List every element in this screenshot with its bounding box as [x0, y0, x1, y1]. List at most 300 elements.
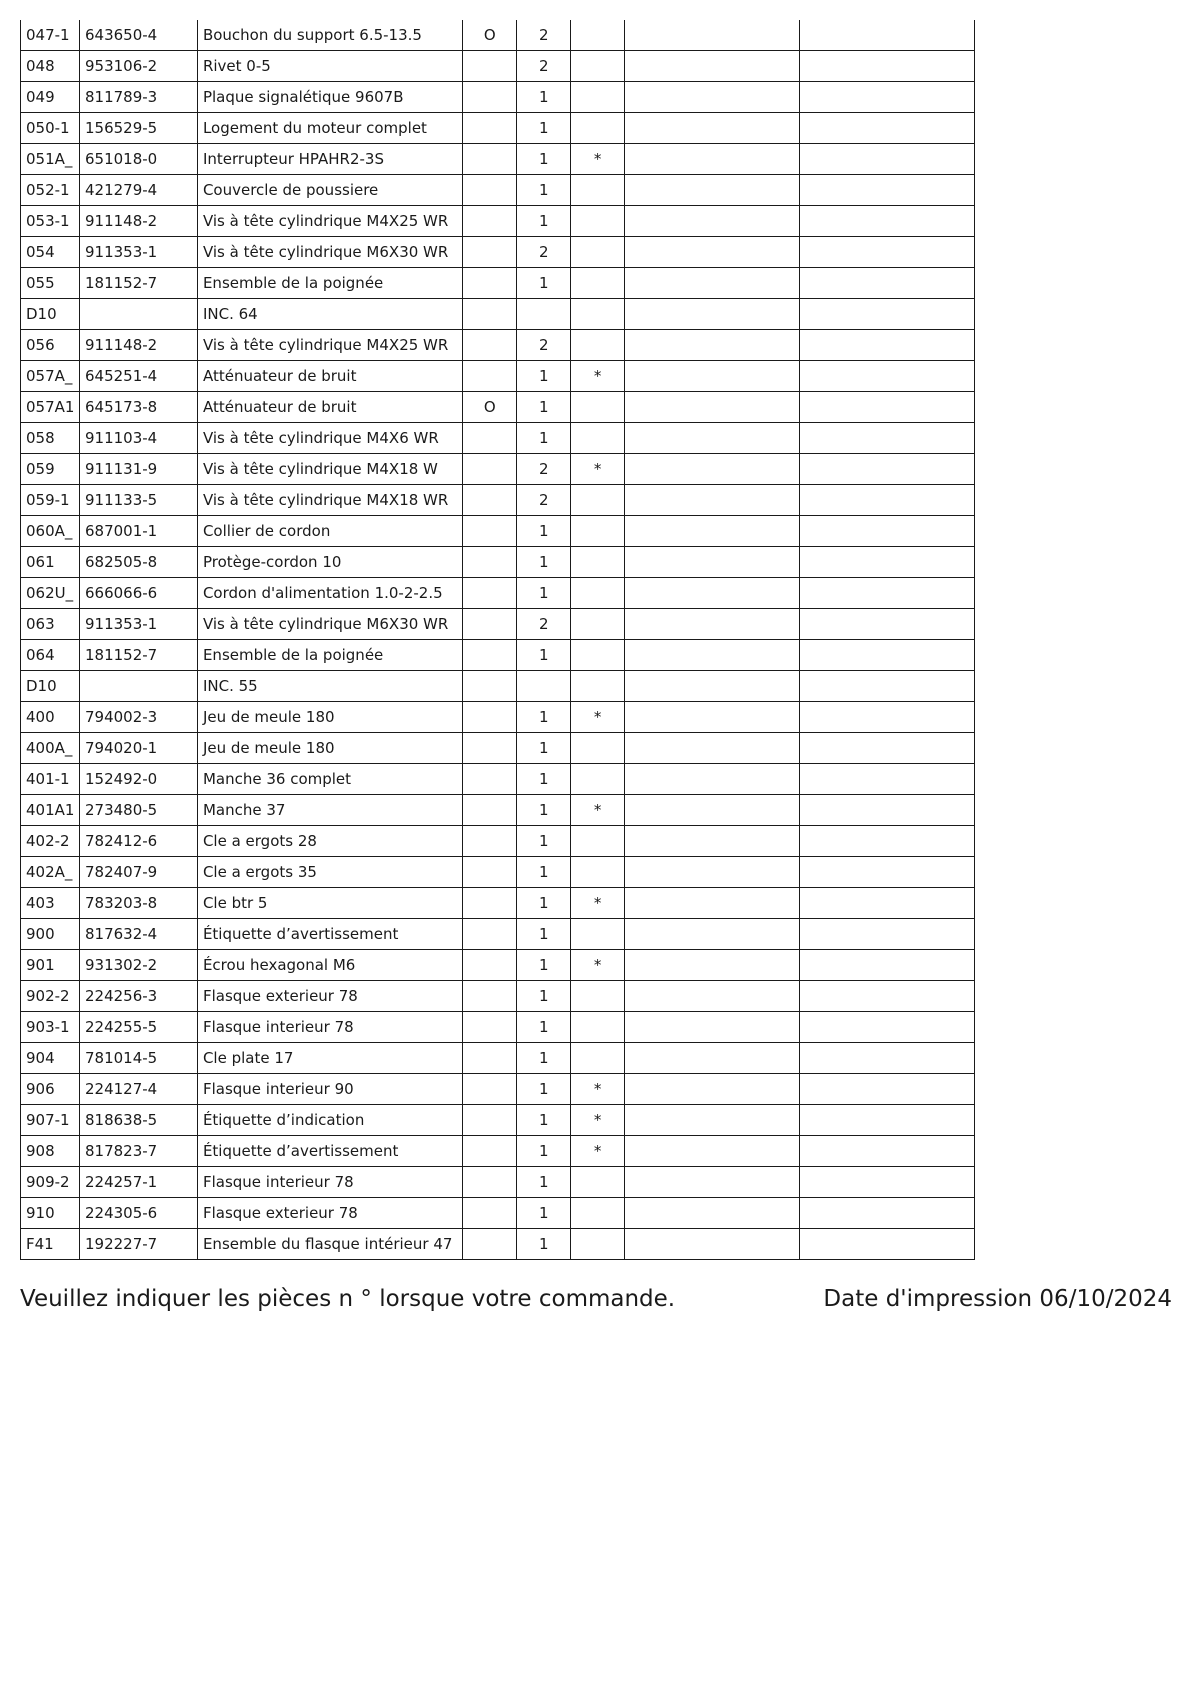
option-cell: O [463, 20, 517, 51]
reference-cell: 421279-4 [79, 175, 197, 206]
option-cell [463, 1012, 517, 1043]
marker-cell [571, 857, 625, 888]
empty-cell [799, 981, 974, 1012]
empty-cell [799, 454, 974, 485]
marker-cell: * [571, 888, 625, 919]
empty-cell [799, 206, 974, 237]
description-cell: Vis à tête cylindrique M6X30 WR [197, 237, 462, 268]
marker-cell [571, 1167, 625, 1198]
table-row [21, 919, 975, 950]
reference-cell: 181152-7 [79, 268, 197, 299]
reference-cell: 911353-1 [79, 609, 197, 640]
empty-cell [799, 1198, 974, 1229]
empty-cell [625, 795, 800, 826]
empty-cell [799, 237, 974, 268]
description-cell: Étiquette d’indication [197, 1105, 462, 1136]
description-cell: Étiquette d’avertissement [197, 919, 462, 950]
quantity-cell: 1 [517, 795, 571, 826]
reference-cell: 818638-5 [79, 1105, 197, 1136]
quantity-cell: 1 [517, 888, 571, 919]
table-row [21, 361, 975, 392]
part-number-cell: 402A_ [21, 857, 80, 888]
description-cell: Atténuateur de bruit [197, 361, 462, 392]
option-cell [463, 826, 517, 857]
empty-cell [799, 609, 974, 640]
part-number-cell: 909-2 [21, 1167, 80, 1198]
empty-cell [625, 702, 800, 733]
empty-cell [625, 1105, 800, 1136]
table-row [21, 764, 975, 795]
table-row [21, 1198, 975, 1229]
table-row [21, 888, 975, 919]
reference-cell: 817823-7 [79, 1136, 197, 1167]
option-cell: O [463, 392, 517, 423]
quantity-cell: 1 [517, 144, 571, 175]
table-row [21, 175, 975, 206]
quantity-cell: 1 [517, 702, 571, 733]
table-row [21, 1136, 975, 1167]
part-number-cell: 064 [21, 640, 80, 671]
reference-cell: 645251-4 [79, 361, 197, 392]
table-row [21, 795, 975, 826]
marker-cell [571, 423, 625, 454]
description-cell: Manche 37 [197, 795, 462, 826]
option-cell [463, 733, 517, 764]
marker-cell [571, 20, 625, 51]
marker-cell [571, 392, 625, 423]
description-cell: Cle a ergots 28 [197, 826, 462, 857]
description-cell: INC. 55 [197, 671, 462, 702]
table-row [21, 950, 975, 981]
quantity-cell: 1 [517, 423, 571, 454]
description-cell: Rivet 0-5 [197, 51, 462, 82]
part-number-cell: D10 [21, 299, 80, 330]
description-cell: Logement du moteur complet [197, 113, 462, 144]
quantity-cell: 1 [517, 857, 571, 888]
description-cell: INC. 64 [197, 299, 462, 330]
empty-cell [799, 175, 974, 206]
empty-cell [799, 1074, 974, 1105]
empty-cell [625, 392, 800, 423]
empty-cell [625, 175, 800, 206]
empty-cell [625, 1012, 800, 1043]
empty-cell [799, 299, 974, 330]
part-number-cell: 048 [21, 51, 80, 82]
part-number-cell: 059 [21, 454, 80, 485]
quantity-cell [517, 671, 571, 702]
empty-cell [625, 1198, 800, 1229]
reference-cell: 911353-1 [79, 237, 197, 268]
empty-cell [799, 671, 974, 702]
marker-cell: * [571, 454, 625, 485]
marker-cell: * [571, 1105, 625, 1136]
description-cell: Ensemble du flasque intérieur 47 [197, 1229, 462, 1260]
quantity-cell: 2 [517, 485, 571, 516]
marker-cell [571, 51, 625, 82]
reference-cell: 645173-8 [79, 392, 197, 423]
description-cell: Cordon d'alimentation 1.0-2-2.5 [197, 578, 462, 609]
option-cell [463, 1136, 517, 1167]
description-cell: Flasque exterieur 78 [197, 1198, 462, 1229]
option-cell [463, 1074, 517, 1105]
empty-cell [799, 516, 974, 547]
empty-cell [799, 578, 974, 609]
option-cell [463, 330, 517, 361]
reference-cell: 224305-6 [79, 1198, 197, 1229]
option-cell [463, 609, 517, 640]
quantity-cell: 2 [517, 330, 571, 361]
part-number-cell: 902-2 [21, 981, 80, 1012]
marker-cell [571, 733, 625, 764]
reference-cell: 911131-9 [79, 454, 197, 485]
description-cell: Vis à tête cylindrique M4X18 WR [197, 485, 462, 516]
reference-cell: 781014-5 [79, 1043, 197, 1074]
table-row [21, 1167, 975, 1198]
part-number-cell: 054 [21, 237, 80, 268]
option-cell [463, 361, 517, 392]
reference-cell: 911103-4 [79, 423, 197, 454]
parts-table-body [21, 20, 975, 1260]
empty-cell [625, 299, 800, 330]
part-number-cell: 053-1 [21, 206, 80, 237]
quantity-cell: 1 [517, 826, 571, 857]
quantity-cell: 1 [517, 1136, 571, 1167]
description-cell: Cle btr 5 [197, 888, 462, 919]
option-cell [463, 547, 517, 578]
option-cell [463, 82, 517, 113]
reference-cell: 651018-0 [79, 144, 197, 175]
table-row [21, 671, 975, 702]
empty-cell [625, 981, 800, 1012]
empty-cell [799, 1012, 974, 1043]
quantity-cell: 1 [517, 1074, 571, 1105]
table-row [21, 144, 975, 175]
reference-cell: 794020-1 [79, 733, 197, 764]
reference-cell: 794002-3 [79, 702, 197, 733]
empty-cell [799, 764, 974, 795]
quantity-cell: 1 [517, 268, 571, 299]
quantity-cell: 2 [517, 51, 571, 82]
description-cell: Interrupteur HPAHR2-3S [197, 144, 462, 175]
part-number-cell: 900 [21, 919, 80, 950]
table-row [21, 20, 975, 51]
quantity-cell: 1 [517, 1012, 571, 1043]
marker-cell [571, 299, 625, 330]
quantity-cell: 1 [517, 1229, 571, 1260]
marker-cell: * [571, 144, 625, 175]
reference-cell [79, 671, 197, 702]
option-cell [463, 1198, 517, 1229]
quantity-cell: 2 [517, 454, 571, 485]
empty-cell [625, 361, 800, 392]
description-cell: Collier de cordon [197, 516, 462, 547]
option-cell [463, 857, 517, 888]
empty-cell [799, 1105, 974, 1136]
empty-cell [625, 547, 800, 578]
marker-cell [571, 268, 625, 299]
empty-cell [625, 113, 800, 144]
option-cell [463, 1167, 517, 1198]
part-number-cell: 403 [21, 888, 80, 919]
description-cell: Ensemble de la poignée [197, 268, 462, 299]
marker-cell [571, 1229, 625, 1260]
quantity-cell: 1 [517, 733, 571, 764]
table-row [21, 82, 975, 113]
order-instruction-note: Veuillez indiquer les pièces n ° lorsque votre commande. [20, 1286, 676, 1312]
description-cell: Cle plate 17 [197, 1043, 462, 1074]
option-cell [463, 237, 517, 268]
empty-cell [625, 51, 800, 82]
quantity-cell: 1 [517, 82, 571, 113]
empty-cell [799, 795, 974, 826]
quantity-cell: 1 [517, 392, 571, 423]
option-cell [463, 299, 517, 330]
option-cell [463, 1105, 517, 1136]
print-date: Date d'impression 06/10/2024 [823, 1286, 1172, 1312]
marker-cell [571, 1012, 625, 1043]
empty-cell [799, 51, 974, 82]
empty-cell [625, 485, 800, 516]
reference-cell: 911148-2 [79, 330, 197, 361]
empty-cell [799, 1167, 974, 1198]
marker-cell: * [571, 795, 625, 826]
empty-cell [625, 206, 800, 237]
part-number-cell: 400 [21, 702, 80, 733]
reference-cell: 911148-2 [79, 206, 197, 237]
empty-cell [799, 733, 974, 764]
marker-cell [571, 981, 625, 1012]
table-row [21, 454, 975, 485]
empty-cell [799, 82, 974, 113]
quantity-cell: 1 [517, 981, 571, 1012]
empty-cell [625, 671, 800, 702]
part-number-cell: F41 [21, 1229, 80, 1260]
reference-cell: 811789-3 [79, 82, 197, 113]
reference-cell: 181152-7 [79, 640, 197, 671]
empty-cell [625, 826, 800, 857]
description-cell: Vis à tête cylindrique M4X25 WR [197, 206, 462, 237]
quantity-cell: 1 [517, 1198, 571, 1229]
empty-cell [625, 888, 800, 919]
quantity-cell: 2 [517, 609, 571, 640]
description-cell: Bouchon du support 6.5-13.5 [197, 20, 462, 51]
part-number-cell: 901 [21, 950, 80, 981]
part-number-cell: 063 [21, 609, 80, 640]
reference-cell: 666066-6 [79, 578, 197, 609]
quantity-cell: 2 [517, 237, 571, 268]
table-row [21, 330, 975, 361]
empty-cell [625, 144, 800, 175]
quantity-cell: 1 [517, 516, 571, 547]
part-number-cell: 047-1 [21, 20, 80, 51]
marker-cell [571, 547, 625, 578]
description-cell: Flasque exterieur 78 [197, 981, 462, 1012]
marker-cell [571, 113, 625, 144]
empty-cell [625, 919, 800, 950]
option-cell [463, 981, 517, 1012]
quantity-cell: 2 [517, 20, 571, 51]
part-number-cell: 061 [21, 547, 80, 578]
reference-cell: 783203-8 [79, 888, 197, 919]
description-cell: Cle a ergots 35 [197, 857, 462, 888]
option-cell [463, 175, 517, 206]
empty-cell [625, 454, 800, 485]
part-number-cell: 052-1 [21, 175, 80, 206]
part-number-cell: D10 [21, 671, 80, 702]
parts-table [20, 20, 975, 1260]
table-row [21, 51, 975, 82]
marker-cell [571, 206, 625, 237]
description-cell: Manche 36 complet [197, 764, 462, 795]
empty-cell [625, 1229, 800, 1260]
table-row [21, 1229, 975, 1260]
option-cell [463, 795, 517, 826]
marker-cell [571, 764, 625, 795]
option-cell [463, 640, 517, 671]
part-number-cell: 906 [21, 1074, 80, 1105]
part-number-cell: 057A_ [21, 361, 80, 392]
quantity-cell: 1 [517, 919, 571, 950]
quantity-cell: 1 [517, 764, 571, 795]
part-number-cell: 400A_ [21, 733, 80, 764]
reference-cell: 224255-5 [79, 1012, 197, 1043]
empty-cell [799, 702, 974, 733]
empty-cell [799, 547, 974, 578]
part-number-cell: 056 [21, 330, 80, 361]
option-cell [463, 144, 517, 175]
part-number-cell: 060A_ [21, 516, 80, 547]
reference-cell: 224256-3 [79, 981, 197, 1012]
table-row [21, 516, 975, 547]
table-row [21, 299, 975, 330]
marker-cell: * [571, 1074, 625, 1105]
marker-cell: * [571, 1136, 625, 1167]
reference-cell [79, 299, 197, 330]
marker-cell [571, 82, 625, 113]
marker-cell [571, 609, 625, 640]
empty-cell [799, 919, 974, 950]
quantity-cell: 1 [517, 361, 571, 392]
marker-cell [571, 330, 625, 361]
quantity-cell: 1 [517, 175, 571, 206]
description-cell: Jeu de meule 180 [197, 733, 462, 764]
quantity-cell: 1 [517, 1167, 571, 1198]
table-row [21, 1074, 975, 1105]
marker-cell [571, 671, 625, 702]
table-row [21, 578, 975, 609]
part-number-cell: 907-1 [21, 1105, 80, 1136]
table-row [21, 826, 975, 857]
reference-cell: 782412-6 [79, 826, 197, 857]
marker-cell: * [571, 950, 625, 981]
table-row [21, 857, 975, 888]
empty-cell [625, 423, 800, 454]
part-number-cell: 903-1 [21, 1012, 80, 1043]
quantity-cell: 1 [517, 1043, 571, 1074]
marker-cell [571, 826, 625, 857]
empty-cell [625, 1043, 800, 1074]
description-cell: Atténuateur de bruit [197, 392, 462, 423]
table-row [21, 237, 975, 268]
quantity-cell: 1 [517, 950, 571, 981]
marker-cell [571, 485, 625, 516]
empty-cell [799, 826, 974, 857]
table-row [21, 640, 975, 671]
reference-cell: 224127-4 [79, 1074, 197, 1105]
option-cell [463, 454, 517, 485]
empty-cell [799, 1229, 974, 1260]
empty-cell [625, 330, 800, 361]
quantity-cell: 1 [517, 578, 571, 609]
quantity-cell: 1 [517, 1105, 571, 1136]
part-number-cell: 904 [21, 1043, 80, 1074]
option-cell [463, 919, 517, 950]
marker-cell [571, 516, 625, 547]
empty-cell [799, 20, 974, 51]
description-cell: Jeu de meule 180 [197, 702, 462, 733]
reference-cell: 156529-5 [79, 113, 197, 144]
empty-cell [799, 857, 974, 888]
empty-cell [625, 1136, 800, 1167]
option-cell [463, 888, 517, 919]
table-row [21, 392, 975, 423]
table-row [21, 609, 975, 640]
empty-cell [625, 764, 800, 795]
part-number-cell: 055 [21, 268, 80, 299]
option-cell [463, 702, 517, 733]
description-cell: Écrou hexagonal M6 [197, 950, 462, 981]
option-cell [463, 206, 517, 237]
empty-cell [625, 857, 800, 888]
marker-cell [571, 175, 625, 206]
empty-cell [799, 392, 974, 423]
empty-cell [799, 888, 974, 919]
empty-cell [625, 20, 800, 51]
empty-cell [799, 485, 974, 516]
option-cell [463, 578, 517, 609]
table-row [21, 1012, 975, 1043]
empty-cell [799, 268, 974, 299]
reference-cell: 682505-8 [79, 547, 197, 578]
table-row [21, 485, 975, 516]
empty-cell [625, 733, 800, 764]
empty-cell [799, 113, 974, 144]
empty-cell [799, 950, 974, 981]
quantity-cell: 1 [517, 113, 571, 144]
empty-cell [625, 609, 800, 640]
option-cell [463, 423, 517, 454]
empty-cell [799, 330, 974, 361]
description-cell: Flasque interieur 78 [197, 1012, 462, 1043]
description-cell: Couvercle de poussiere [197, 175, 462, 206]
description-cell: Ensemble de la poignée [197, 640, 462, 671]
option-cell [463, 671, 517, 702]
description-cell: Plaque signalétique 9607B [197, 82, 462, 113]
reference-cell: 643650-4 [79, 20, 197, 51]
empty-cell [799, 1043, 974, 1074]
reference-cell: 224257-1 [79, 1167, 197, 1198]
reference-cell: 687001-1 [79, 516, 197, 547]
marker-cell [571, 237, 625, 268]
reference-cell: 931302-2 [79, 950, 197, 981]
empty-cell [625, 82, 800, 113]
empty-cell [625, 1167, 800, 1198]
table-row [21, 547, 975, 578]
empty-cell [625, 516, 800, 547]
empty-cell [799, 640, 974, 671]
description-cell: Vis à tête cylindrique M6X30 WR [197, 609, 462, 640]
quantity-cell: 1 [517, 206, 571, 237]
